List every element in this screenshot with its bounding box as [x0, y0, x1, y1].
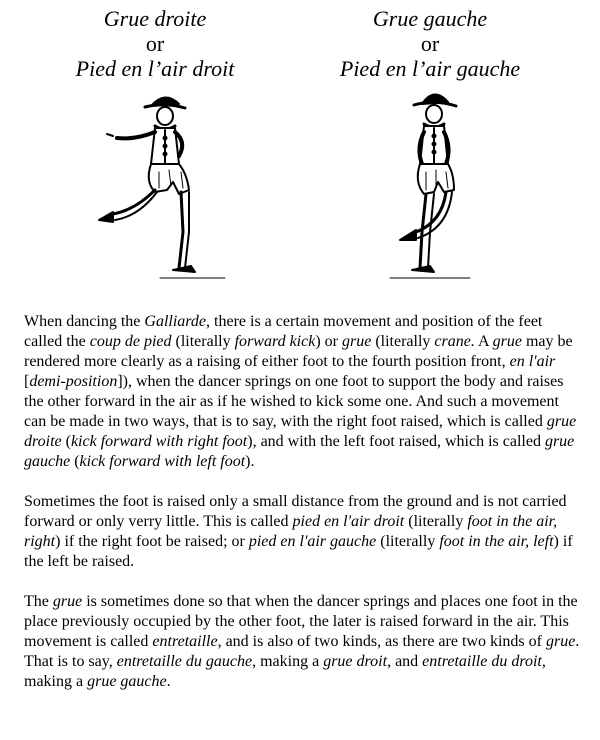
text-run: The: [24, 593, 53, 610]
text-run: ) if the left be raised.: [24, 533, 573, 570]
italic-term: grue droite: [24, 413, 577, 450]
italic-term: kick forward with left foot: [79, 453, 246, 470]
figure-caption-or: or: [145, 31, 165, 56]
italic-term: grue gauche: [87, 673, 167, 690]
italic-term: foot in the air, left: [439, 533, 554, 550]
text-run: (literally: [404, 513, 468, 530]
figure-grue-droite: [30, 6, 280, 292]
italic-term: pied en l'air gauche: [248, 533, 377, 550]
text-run: ]), when the dancer springs on one foot to support the body and raises the other forward in the air as if he wished to kick some one. And such a movement can be made in two ways, that is to say, with the right foot raised, which is called: [24, 373, 564, 430]
paragraph: [24, 492, 584, 572]
dancer-kicking-left-foot-illustration: [330, 82, 530, 292]
text-run: ).: [245, 453, 255, 470]
italic-term: foot in the air, right: [24, 513, 558, 550]
text-run: , and is also of two kinds, as there are two kinds of: [217, 633, 546, 650]
text-run: , making a: [252, 653, 324, 670]
italic-term: crane.: [434, 333, 475, 350]
italic-term: coup de pied: [89, 333, 172, 350]
italic-term: kick forward with right foot: [70, 433, 248, 450]
text-run: ) if the right foot be raised; or: [55, 533, 249, 550]
figure-caption-or: or: [420, 31, 440, 56]
figure-caption-subtitle: Pied en l’air gauche: [339, 56, 521, 81]
text-run: ) or: [315, 333, 342, 350]
italic-term: grue: [52, 593, 83, 610]
italic-term: demi-position: [29, 373, 118, 390]
dancer-kicking-right-foot-illustration: [55, 82, 255, 292]
text-run: is sometimes done so that when the dancer springs and places one foot in the place previously occupied by the other foot, the later is raised forward in the air. This movement is called: [24, 593, 578, 650]
text-run: ), and with the left foot raised, which is called: [247, 433, 545, 450]
figure-caption-title: Grue gauche: [372, 6, 488, 31]
italic-term: entretaille: [152, 633, 218, 650]
text-run: (literally: [376, 533, 440, 550]
italic-term: grue droit: [323, 653, 388, 670]
italic-term: grue: [492, 333, 522, 350]
text-run: Sometimes the foot is raised only a small distance from the ground and is not carried forward or only verry little. This is called: [24, 493, 567, 530]
text-run: . That is to say,: [24, 633, 580, 670]
text-run: A: [474, 333, 493, 350]
italic-term: entretaille du droit: [422, 653, 542, 670]
text-run: , and: [387, 653, 423, 670]
italic-term: pied en l'air droit: [292, 513, 405, 530]
text-run: (: [70, 453, 80, 470]
text-run: , making a: [24, 653, 546, 690]
figure-caption-subtitle: Pied en l’air droit: [75, 56, 235, 81]
text-run: When dancing the: [24, 313, 145, 330]
paragraph: [24, 312, 584, 472]
italic-term: entretaille du gauche: [116, 653, 253, 670]
italic-term: en l'air: [509, 353, 556, 370]
text-run: may be rendered more clearly as a raising of either foot to the fourth position front,: [24, 333, 573, 370]
text-run: (: [61, 433, 71, 450]
text-run: (literally: [371, 333, 435, 350]
figure-caption-title: Grue droite: [103, 6, 207, 31]
figure-grue-gauche: [305, 6, 555, 292]
text-run: , there is a certain movement and position of the feet called the: [24, 313, 543, 350]
text-run: (literally: [171, 333, 235, 350]
body-text: [24, 312, 584, 712]
italic-term: Galliarde: [144, 313, 207, 330]
italic-term: grue gauche: [24, 433, 575, 470]
paragraph: [24, 592, 584, 692]
italic-term: grue: [341, 333, 372, 350]
text-run: .: [166, 673, 171, 690]
text-run: [: [24, 373, 30, 390]
italic-term: forward kick: [234, 333, 316, 350]
italic-term: grue: [545, 633, 576, 650]
